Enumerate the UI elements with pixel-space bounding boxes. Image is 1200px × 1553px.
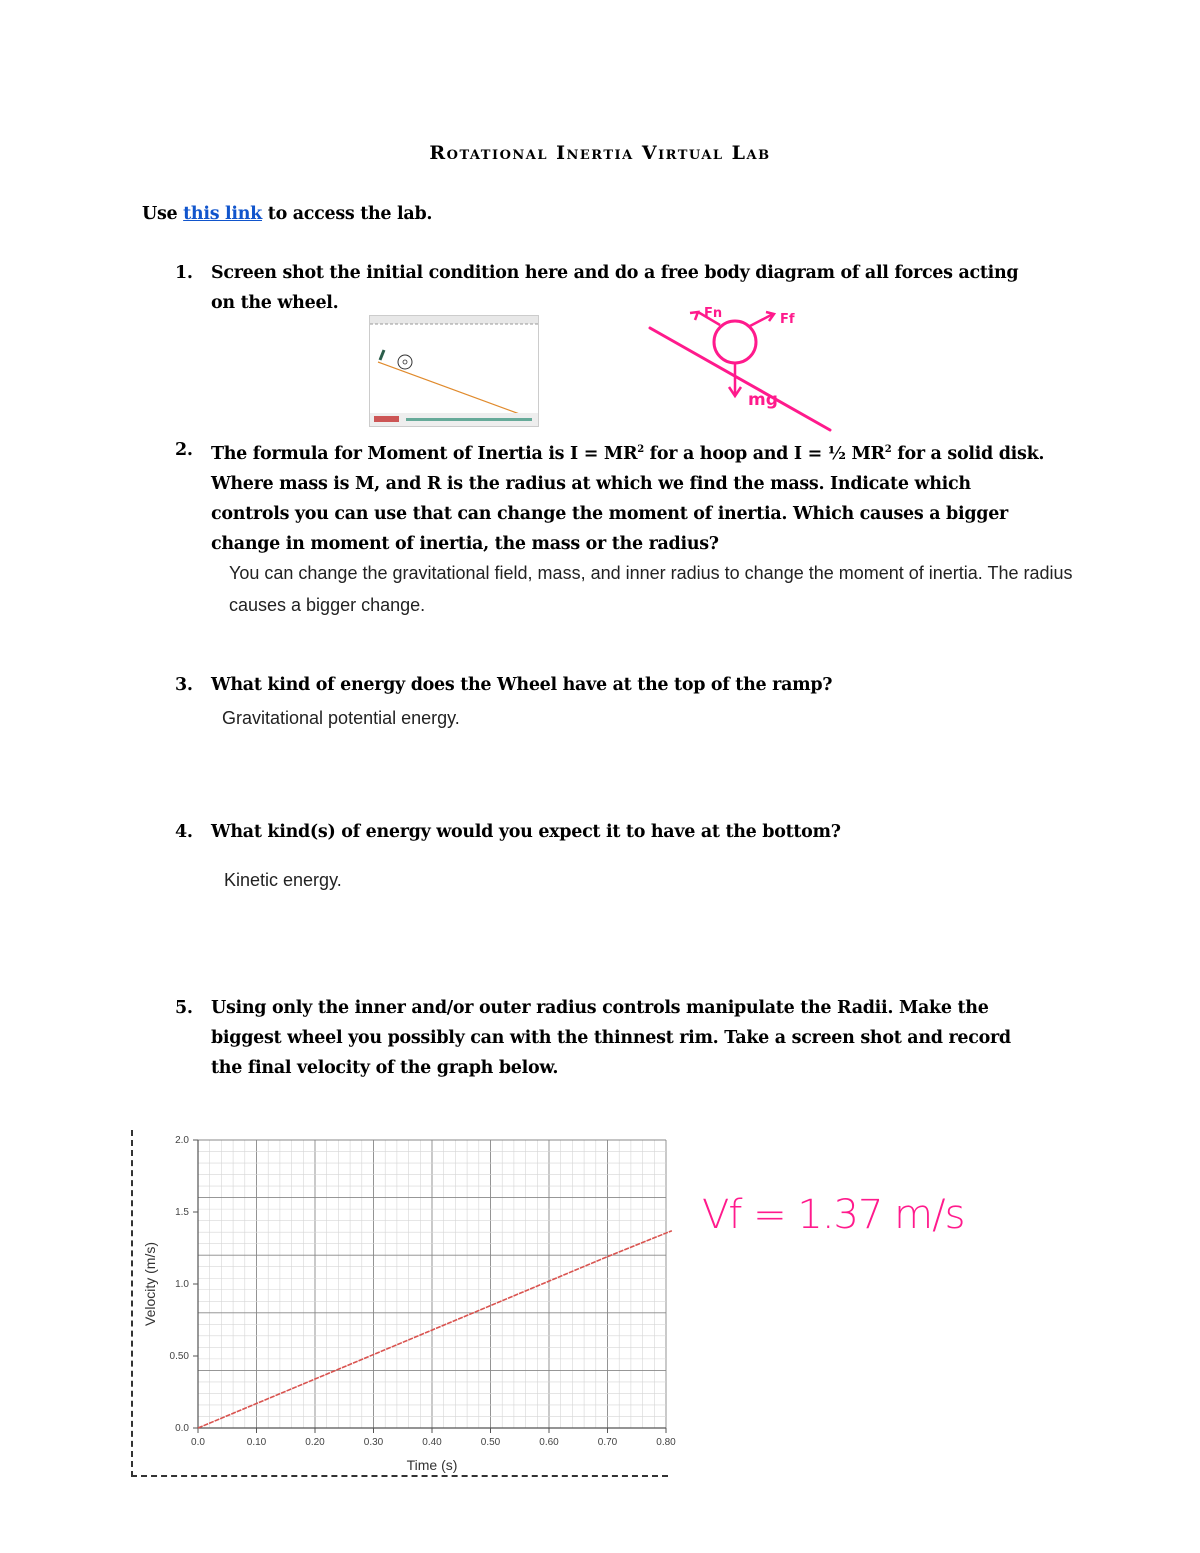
intro-line — [142, 199, 432, 229]
x-tick-label: 0.40 — [422, 1437, 442, 1448]
question-text: What kind of energy does the Wheel have at the top of the ramp? — [211, 675, 833, 695]
question-number: 5. — [175, 998, 193, 1018]
fbd-wheel — [714, 321, 756, 363]
incline-line — [650, 328, 830, 430]
x-tick-label: 0.10 — [246, 1437, 267, 1448]
free-body-diagram — [640, 300, 840, 435]
question-number: 1. — [175, 263, 193, 283]
y-tick-label: 0.0 — [175, 1423, 189, 1434]
question-1 — [0, 258, 1200, 318]
ramp-line — [378, 362, 536, 420]
y-tick-label: 1.0 — [175, 1279, 189, 1290]
question-text: on the wheel. — [211, 293, 339, 313]
sim-marker — [380, 350, 384, 360]
page-title: Rotational Inertia Virtual Lab — [429, 142, 771, 164]
y-tick-label: 2.0 — [175, 1135, 189, 1146]
question-text: biggest wheel you possibly can with the thinnest rim. Take a screen shot and record — [211, 1028, 1011, 1048]
sim-wheel — [398, 355, 412, 369]
velocity-series-line — [198, 1231, 672, 1428]
question-text: The formula for Moment of Inertia is $I = MR^2$ for a hoop and I = ½ $MR^2$ for a solid disk. — [211, 443, 1045, 464]
y-axis-label: Velocity (m/s) — [142, 1241, 158, 1327]
question-text: the final velocity of the graph below. — [211, 1058, 559, 1078]
weight-label: mg — [748, 390, 778, 410]
x-tick-label: 0.20 — [305, 1437, 325, 1448]
answer-2 — [229, 557, 1197, 621]
x-tick-label: 0.70 — [597, 1437, 618, 1448]
final-velocity-handwritten: Vf = 1.37 m/s — [702, 1192, 965, 1238]
question-text: Screen shot the initial condition here and do a free body diagram of all forces acting — [211, 263, 1019, 283]
question-text: change in moment of inertia, the mass or the radius? — [211, 533, 719, 554]
sim-ramp-image — [370, 316, 538, 426]
intro-suffix: to access the lab. — [262, 204, 433, 224]
answer-text: You can change the gravitational field, mass, and inner radius to change the moment of inertia. The radius — [229, 563, 1073, 583]
question-number: 3. — [175, 675, 193, 695]
velocity-chart — [133, 1130, 676, 1475]
y-tick-label: 1.5 — [175, 1207, 189, 1218]
intro-prefix: Use — [142, 204, 184, 224]
x-tick-label: 0.60 — [539, 1437, 559, 1448]
answer-text: causes a bigger change. — [229, 595, 426, 615]
friction-force-label: Ff — [780, 312, 795, 327]
y-tick-label: 0.50 — [169, 1351, 189, 1362]
simulation-screenshot — [369, 315, 539, 427]
x-axis-label: Time (s) — [406, 1457, 458, 1473]
x-tick-label: 0.80 — [656, 1437, 676, 1448]
answer-3: Gravitational potential energy. — [222, 708, 460, 728]
x-tick-label: 0.50 — [480, 1437, 501, 1448]
x-tick-label: 0.0 — [191, 1437, 205, 1448]
velocity-graph-screenshot — [131, 1130, 676, 1477]
question-text: What kind(s) of energy would you expect it to have at the bottom? — [211, 822, 841, 842]
x-tick-label: 0.30 — [363, 1437, 384, 1448]
normal-force-label: Fn — [704, 306, 723, 321]
question-text: controls you can use that can change the moment of inertia. Which causes a bigger — [211, 503, 1008, 524]
lab-link[interactable]: this link — [183, 204, 262, 224]
question-number: 4. — [175, 822, 193, 842]
question-2 — [0, 435, 1200, 555]
fbd-drawing — [640, 300, 840, 435]
question-text: Using only the inner and/or outer radius controls manipulate the Radii. Make the — [211, 998, 989, 1018]
question-5 — [0, 993, 1200, 1085]
question-text: Where mass is M, and R is the radius at which we find the mass. Indicate which — [211, 473, 971, 494]
question-number: 2. — [175, 440, 193, 460]
answer-4: Kinetic energy. — [224, 870, 342, 890]
